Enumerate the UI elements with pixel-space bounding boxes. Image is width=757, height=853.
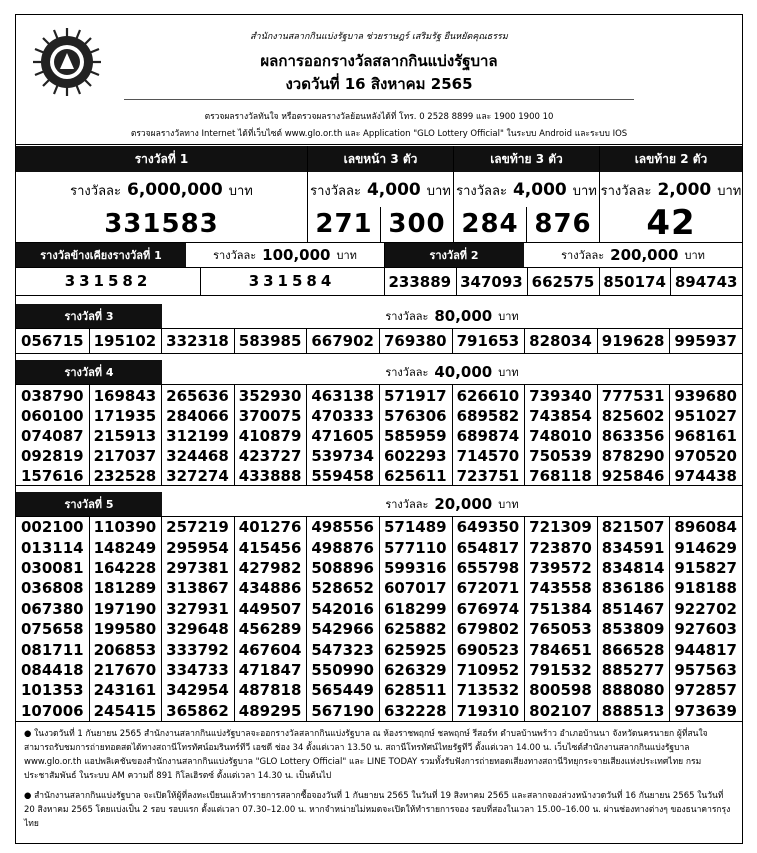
- fifth-prize-number: 567190: [311, 701, 374, 720]
- amount-unit: บาท: [498, 498, 519, 511]
- third-prize-number: 056715: [20, 332, 84, 350]
- fifth-prize-number: 197190: [93, 599, 157, 618]
- fourth-prize-number: 324468: [166, 447, 229, 465]
- divider: [306, 517, 307, 721]
- fifth-prize-number: 571489: [383, 518, 447, 537]
- fourth-prize-number: 433888: [238, 467, 302, 485]
- fifth-prize-number: 107006: [20, 701, 84, 720]
- second-prize-number: 850174: [603, 272, 666, 291]
- amount-value: 4,000: [512, 180, 567, 200]
- fifth-prize-number: 885277: [601, 660, 665, 679]
- fourth-prize-number: 625611: [383, 467, 447, 485]
- lottery-result-sheet: [15, 14, 743, 844]
- fifth-prize-number: 257219: [166, 518, 229, 537]
- fifth-prize-number: 784651: [529, 640, 592, 659]
- fifth-prize-number: 101353: [20, 681, 84, 700]
- fifth-prize-number: 110390: [93, 518, 157, 537]
- fifth-prize-number: 415456: [238, 538, 302, 557]
- fifth-prize-number: 649350: [456, 518, 520, 537]
- fifth-prize-number: 467604: [238, 640, 302, 659]
- amount-unit: บาท: [228, 183, 253, 199]
- fifth-prize-number: 690523: [456, 640, 520, 659]
- fifth-prize-number: 498876: [311, 538, 374, 557]
- fourth-prize-number: 585959: [383, 427, 447, 445]
- fifth-prize-number: 542966: [311, 620, 374, 639]
- fifth-prize-number: 632228: [383, 701, 447, 720]
- fifth-prize-number: 487818: [238, 681, 302, 700]
- fourth-prize-number: 169843: [93, 387, 157, 405]
- amount-value: 200,000: [610, 246, 679, 264]
- fourth-prize-number: 939680: [674, 387, 737, 405]
- amount-unit: บาท: [336, 249, 357, 262]
- divider: [89, 517, 90, 721]
- amount-prefix: รางวัลละ: [213, 249, 257, 262]
- amount-prefix: รางวัลละ: [70, 183, 121, 199]
- third-prize-number: 332318: [166, 332, 229, 350]
- fourth-prize-number: 925846: [601, 467, 665, 485]
- fifth-prize-number: 713532: [456, 681, 520, 700]
- fourth-prize-number: 974438: [674, 467, 737, 485]
- fourth-prize-number: 602293: [383, 447, 447, 465]
- divider: [669, 517, 670, 721]
- divider: [597, 517, 598, 721]
- fourth-prize-number: 092819: [20, 447, 84, 465]
- divider: [452, 385, 453, 485]
- divider: [200, 268, 201, 295]
- fifth-prize-number: 834591: [601, 538, 665, 557]
- fifth-prize-number: 297381: [166, 558, 229, 577]
- back3-number-1: 284: [461, 209, 519, 239]
- fifth-prize-number: 036808: [20, 579, 84, 598]
- fifth-prize-number: 618299: [383, 599, 447, 618]
- near-first-amount: [186, 243, 384, 267]
- fourth-prize-number: 038790: [20, 387, 84, 405]
- fourth-prize-number: 878290: [601, 447, 665, 465]
- fifth-prize-number: 498556: [311, 518, 374, 537]
- divider: [527, 268, 528, 295]
- fifth-prize-number: 206853: [93, 640, 157, 659]
- fifth-prize-number: 333792: [166, 640, 229, 659]
- fourth-prize-number: 748010: [529, 427, 592, 445]
- divider: [16, 295, 742, 296]
- fourth-prize-number: 370075: [238, 407, 302, 425]
- fifth-prize-number: 625925: [383, 640, 447, 659]
- note-paragraph: ● ในงวดวันที่ 1 กันยายน 2565 สำนักงานสลากกินแบ่งรัฐบาลจะออกรางวัลสลากกินแบ่งรัฐบาล ณ ห้องราชพฤกษ์ ชลพฤกษ์ รีสอร์ท ตำบลบ้านพร้าว อำเภอบ้านนา จังหวัดนครนายก ผู้ที่สนใจสามารถรับชมการถ่ายทอดสดได้ทางสถานีโทรทัศน์อมรินทร์ทีวี เอชดี ช่อง 34 ตั้งแต่เวลา 13.50 น. สถานีโทรทัศน์ไทยรัฐทีวี ตั้งแต่เวลา 14.00 น. เว็บไซต์สำนักงานสลากกินแบ่งรัฐบาล www.glo.or.th แอปพลิเคชันของสำนักงานสลากกินแบ่งรัฐบาล "GLO Lottery Official" และ LINE TODAY รวมทั้งรับฟังการถ่ายทอดเสียงทางสถานีวิทยุกระจายเสียงแห่งประเทศไทย กรมประชาสัมพันธ์ ในระบบ AM ความถี่ 891 กิโลเฮิรตซ์ ตั้งแต่เวลา 14.30 น. เป็นต้นไป: [24, 729, 708, 781]
- fifth-prize-number: 888080: [601, 681, 665, 700]
- fifth-prize-number: 896084: [674, 518, 737, 537]
- fourth-prize-number: 157616: [20, 467, 84, 485]
- divider: [456, 268, 457, 295]
- second-prize-number: 347093: [460, 272, 523, 291]
- amount-unit: บาท: [717, 183, 742, 199]
- amount-prefix: รางวัลละ: [385, 366, 429, 379]
- divider: [161, 385, 162, 485]
- third-prize-amount: [162, 304, 742, 328]
- divider: [597, 385, 598, 485]
- fifth-prize-number: 791532: [529, 660, 592, 679]
- amount-value: 20,000: [434, 495, 493, 513]
- fifth-prize-amount: [162, 492, 742, 516]
- third-prize-number: 995937: [674, 332, 737, 350]
- fifth-prize-number: 710952: [456, 660, 520, 679]
- back3-number-2: 876: [534, 209, 592, 239]
- divider: [89, 385, 90, 485]
- back3-header: เลขท้าย 3 ตัว: [454, 146, 599, 172]
- fourth-prize-number: 743854: [529, 407, 592, 425]
- fifth-prize-number: 723870: [529, 538, 592, 557]
- back3-amount: [454, 173, 599, 207]
- back2-header: เลขท้าย 2 ตัว: [600, 146, 742, 172]
- second-prize-label: รางวัลที่ 2: [384, 243, 524, 267]
- divider: [234, 517, 235, 721]
- fifth-prize-number: 577110: [383, 538, 447, 557]
- fifth-prize-number: 800598: [529, 681, 592, 700]
- amount-prefix: รางวัลละ: [561, 249, 605, 262]
- divider: [16, 485, 742, 486]
- fifth-prize-number: 739572: [529, 558, 592, 577]
- divider: [161, 517, 162, 721]
- page-title: ผลการออกรางวัลสลากกินแบ่งรัฐบาล: [260, 52, 498, 70]
- fifth-prize-number: 075658: [20, 620, 84, 639]
- amount-unit: บาท: [572, 183, 597, 199]
- fourth-prize-number: 217037: [93, 447, 157, 465]
- fourth-prize-number: 714570: [456, 447, 520, 465]
- amount-value: 4,000: [366, 180, 421, 200]
- fifth-prize-number: 721309: [529, 518, 592, 537]
- fourth-prize-number: 265636: [166, 387, 229, 405]
- fifth-prize-number: 927603: [674, 620, 737, 639]
- fifth-prize-number: 866528: [601, 640, 665, 659]
- fourth-prize-number: 463138: [311, 387, 374, 405]
- amount-unit: บาท: [684, 249, 705, 262]
- divider: [452, 329, 453, 353]
- divider: [16, 353, 742, 354]
- third-prize-number: 769380: [383, 332, 447, 350]
- fifth-prize-number: 918188: [674, 579, 737, 598]
- fifth-prize-number: 765053: [529, 620, 592, 639]
- divider: [379, 385, 380, 485]
- fifth-prize-number: 676974: [456, 599, 520, 618]
- second-prize-number: 894743: [674, 272, 738, 291]
- fifth-prize-number: 528652: [311, 579, 374, 598]
- near-first-number-1: 331582: [64, 272, 152, 290]
- fifth-prize-number: 654817: [456, 538, 520, 557]
- fifth-prize-number: 329648: [166, 620, 229, 639]
- third-prize-number: 583985: [238, 332, 302, 350]
- fourth-prize-label: รางวัลที่ 4: [16, 360, 162, 384]
- fifth-prize-number: 751384: [529, 599, 592, 618]
- second-prize-amount: [524, 243, 742, 267]
- back2-number: 42: [646, 203, 696, 243]
- divider: [306, 329, 307, 353]
- divider: [16, 721, 742, 722]
- fifth-prize-number: 743558: [529, 579, 592, 598]
- fourth-prize-number: 863356: [601, 427, 665, 445]
- fifth-prize-number: 851467: [601, 599, 665, 618]
- fourth-prize-number: 571917: [383, 387, 447, 405]
- fourth-prize-number: 970520: [674, 447, 737, 465]
- fourth-prize-number: 060100: [20, 407, 84, 425]
- check-internet-line: ตรวจผลรางวัลทาง Internet ได้ที่เว็บไซต์ www.glo.or.th และ Application "GLO Lottery Official" ในระบบ Android และระบบ IOS: [130, 129, 628, 139]
- divider: [306, 385, 307, 485]
- fifth-prize-number: 327931: [166, 599, 229, 618]
- divider: [234, 385, 235, 485]
- fifth-prize-number: 199580: [93, 620, 157, 639]
- fifth-prize-number: 164228: [93, 558, 157, 577]
- fifth-prize-number: 672071: [456, 579, 520, 598]
- first-prize-number: 331583: [104, 209, 219, 239]
- fifth-prize-number: 821507: [601, 518, 665, 537]
- fourth-prize-number: 777531: [601, 387, 665, 405]
- divider: [524, 385, 525, 485]
- fourth-prize-amount: [162, 360, 742, 384]
- fifth-prize-number: 853809: [601, 620, 665, 639]
- fourth-prize-number: 423727: [238, 447, 302, 465]
- fifth-prize-number: 607017: [383, 579, 447, 598]
- divider: [669, 385, 670, 485]
- fourth-prize-number: 327274: [166, 467, 229, 485]
- divider: [669, 329, 670, 353]
- fourth-prize-number: 284066: [166, 407, 229, 425]
- fifth-prize-number: 401276: [238, 518, 302, 537]
- fifth-prize-number: 508896: [311, 558, 374, 577]
- fourth-prize-number: 352930: [238, 387, 302, 405]
- draw-date: งวดวันที่ 16 สิงหาคม 2565: [285, 75, 473, 93]
- fifth-prize-number: 972857: [674, 681, 737, 700]
- divider: [380, 207, 381, 242]
- fourth-prize-number: 312199: [166, 427, 229, 445]
- fifth-prize-number: 542016: [311, 599, 374, 618]
- check-phone-line: ตรวจผลรางวัลทันใจ หรือตรวจผลรางวัลย้อนหลังได้ที่ โทร. 0 2528 8899 และ 1900 1900 10: [204, 112, 554, 122]
- fifth-prize-number: 625882: [383, 620, 447, 639]
- fifth-prize-number: 081711: [20, 640, 84, 659]
- fifth-prize-number: 957563: [674, 660, 737, 679]
- fourth-prize-number: 968161: [674, 427, 737, 445]
- fifth-prize-number: 181289: [93, 579, 157, 598]
- fifth-prize-number: 067380: [20, 599, 84, 618]
- amount-prefix: รางวัลละ: [456, 183, 507, 199]
- amount-value: 100,000: [262, 246, 331, 264]
- fourth-prize-number: 215913: [93, 427, 157, 445]
- announcement-notes: [24, 727, 736, 837]
- amount-prefix: รางวัลละ: [310, 183, 361, 199]
- fifth-prize-number: 599316: [383, 558, 447, 577]
- fifth-prize-number: 342954: [166, 681, 229, 700]
- fourth-prize-number: 539734: [311, 447, 374, 465]
- first-prize-header: รางวัลที่ 1: [16, 146, 307, 172]
- fourth-prize-number: 689582: [456, 407, 520, 425]
- fifth-prize-number: 628511: [383, 681, 447, 700]
- front3-number-2: 300: [388, 209, 446, 239]
- fifth-prize-number: 944817: [674, 640, 737, 659]
- second-prize-number: 662575: [531, 272, 595, 291]
- fourth-prize-number: 626610: [456, 387, 520, 405]
- divider: [453, 146, 454, 242]
- amount-prefix: รางวัลละ: [600, 183, 652, 199]
- fifth-prize-number: 802107: [529, 701, 592, 720]
- divider: [384, 243, 385, 295]
- divider: [452, 517, 453, 721]
- fifth-prize-number: 565449: [311, 681, 374, 700]
- header-divider: [124, 99, 634, 100]
- fifth-prize-number: 334733: [166, 660, 229, 679]
- fourth-prize-number: 750539: [529, 447, 592, 465]
- front3-number-1: 271: [315, 209, 373, 239]
- fifth-prize-number: 313867: [166, 579, 229, 598]
- divider: [379, 517, 380, 721]
- first-prize-amount: [16, 173, 307, 207]
- fifth-prize-number: 973639: [674, 701, 737, 720]
- amount-unit: บาท: [498, 366, 519, 379]
- fifth-prize-label: รางวัลที่ 5: [16, 492, 162, 516]
- third-prize-number: 919628: [601, 332, 665, 350]
- divider: [597, 329, 598, 353]
- amount-value: 80,000: [434, 307, 493, 325]
- fifth-prize-number: 449507: [238, 599, 302, 618]
- divider: [599, 146, 600, 242]
- amount-value: 2,000: [657, 180, 712, 200]
- fifth-prize-number: 217670: [93, 660, 157, 679]
- fourth-prize-number: 739340: [529, 387, 592, 405]
- fifth-prize-number: 245415: [93, 701, 157, 720]
- fifth-prize-number: 719310: [456, 701, 520, 720]
- third-prize-number: 667902: [311, 332, 374, 350]
- divider: [524, 517, 525, 721]
- fourth-prize-number: 074087: [20, 427, 84, 445]
- fourth-prize-number: 171935: [93, 407, 157, 425]
- amount-prefix: รางวัลละ: [385, 498, 429, 511]
- divider: [161, 329, 162, 353]
- fifth-prize-number: 914629: [674, 538, 737, 557]
- fifth-prize-number: 655798: [456, 558, 520, 577]
- fifth-prize-number: 243161: [93, 681, 157, 700]
- fifth-prize-number: 471847: [238, 660, 302, 679]
- fourth-prize-number: 576306: [383, 407, 447, 425]
- third-prize-number: 828034: [529, 332, 592, 350]
- fifth-prize-number: 013114: [20, 538, 84, 557]
- fifth-prize-number: 547323: [311, 640, 374, 659]
- fifth-prize-number: 295954: [166, 538, 229, 557]
- amount-value: 6,000,000: [127, 180, 223, 200]
- fourth-prize-number: 689874: [456, 427, 520, 445]
- divider: [234, 329, 235, 353]
- fourth-prize-number: 470333: [311, 407, 374, 425]
- fifth-prize-number: 550990: [311, 660, 374, 679]
- divider: [599, 268, 600, 295]
- fourth-prize-number: 825602: [601, 407, 665, 425]
- divider: [307, 146, 308, 242]
- fourth-prize-number: 723751: [456, 467, 520, 485]
- amount-unit: บาท: [498, 310, 519, 323]
- fourth-prize-number: 471605: [311, 427, 374, 445]
- third-prize-label: รางวัลที่ 3: [16, 304, 162, 328]
- sheet-header: [16, 15, 742, 145]
- fifth-prize-number: 030081: [20, 558, 84, 577]
- org-motto-line: สำนักงานสลากกินแบ่งรัฐบาล ช่วยราษฎร์ เสริมรัฐ ยืนหยัดคุณธรรม: [250, 32, 508, 42]
- amount-prefix: รางวัลละ: [385, 310, 429, 323]
- divider: [89, 329, 90, 353]
- fifth-prize-number: 836186: [601, 579, 665, 598]
- fifth-prize-number: 434886: [238, 579, 302, 598]
- fifth-prize-number: 834814: [601, 558, 665, 577]
- third-prize-number: 791653: [456, 332, 520, 350]
- fourth-prize-number: 410879: [238, 427, 302, 445]
- fourth-prize-number: 768118: [529, 467, 592, 485]
- divider: [16, 267, 742, 268]
- fourth-prize-number: 559458: [311, 467, 374, 485]
- amount-unit: บาท: [426, 183, 451, 199]
- front3-header: เลขหน้า 3 ตัว: [308, 146, 453, 172]
- fifth-prize-number: 002100: [20, 518, 84, 537]
- near-first-number-2: 331584: [248, 272, 336, 290]
- note-paragraph: ● สำนักงานสลากกินแบ่งรัฐบาล จะเปิดให้ผู้ที่ลงทะเบียนแล้วทำรายการสลากซื้อจองวันที่ 1 กันยายน 2565 ในวันที่ 19 สิงหาคม 2565 และสลากจองล่วงหน้างวดวันที่ 16 กันยายน 2565 ในวันที่ 20 สิงหาคม 2565 โดยแบ่งเป็น 2 รอบ รอบแรก ตั้งแต่เวลา 07.30–12.00 น. หากจำหน่ายไม่หมดจะเปิดให้ทำรายการจอง รอบที่สองในเวลา 15.00–16.00 น. ผ่านช่องทางต่างๆ ของธนาคารกรุงไทย: [24, 791, 731, 829]
- fifth-prize-number: 915827: [674, 558, 737, 577]
- fifth-prize-number: 489295: [238, 701, 302, 720]
- fifth-prize-number: 679802: [456, 620, 520, 639]
- amount-value: 40,000: [434, 363, 493, 381]
- fifth-prize-number: 084418: [20, 660, 84, 679]
- fourth-prize-number: 232528: [93, 467, 157, 485]
- divider: [379, 329, 380, 353]
- fifth-prize-number: 365862: [166, 701, 229, 720]
- front3-amount: [308, 173, 453, 207]
- near-first-label: รางวัลข้างเคียงรางวัลที่ 1: [16, 243, 186, 267]
- fifth-prize-number: 888513: [601, 701, 665, 720]
- fifth-prize-number: 148249: [93, 538, 157, 557]
- divider: [526, 207, 527, 242]
- fifth-prize-number: 922702: [674, 599, 737, 618]
- fourth-prize-number: 951027: [674, 407, 737, 425]
- second-prize-number: 233889: [388, 272, 452, 291]
- divider: [524, 329, 525, 353]
- fifth-prize-number: 456289: [238, 620, 302, 639]
- third-prize-number: 195102: [93, 332, 157, 350]
- divider: [670, 268, 671, 295]
- fifth-prize-number: 626329: [383, 660, 447, 679]
- back2-amount: [600, 173, 742, 207]
- fifth-prize-number: 427982: [238, 558, 302, 577]
